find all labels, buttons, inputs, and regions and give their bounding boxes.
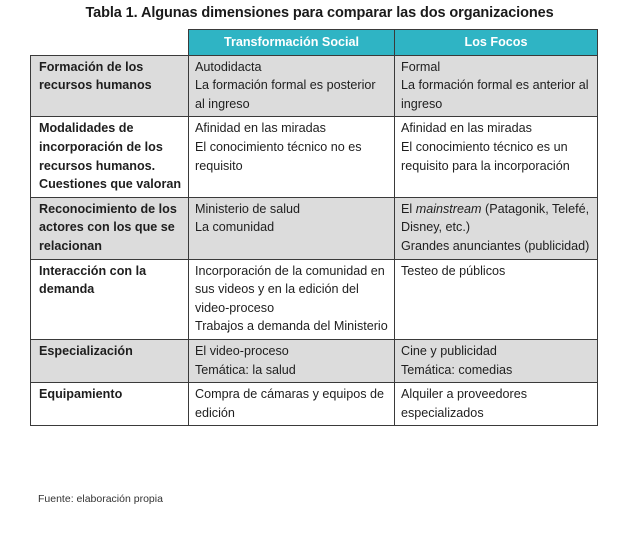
- cell-formacion-ts: [189, 55, 395, 117]
- cell-line: Cine y publicidad: [401, 343, 497, 358]
- table-row: [31, 55, 598, 117]
- cell-modalidades-ts: [189, 117, 395, 197]
- table-row: [31, 259, 598, 339]
- cell-especializacion-ts: [189, 339, 395, 382]
- cell-line: Temática: comedias: [401, 362, 513, 377]
- cell-interaccion-ts: [189, 259, 395, 339]
- cell-italic-text: mainstream: [415, 201, 482, 216]
- cell-line: [401, 200, 591, 237]
- cell-line: Temática: la salud: [195, 362, 296, 377]
- row-header-modalidades: Modalidades de incorporación de los recursos humanos. Cuestiones que valoran: [31, 117, 189, 197]
- cell-equipamiento-lf: [395, 383, 598, 426]
- table-row: [31, 383, 598, 426]
- row-header-equipamiento: Equipamiento: [31, 383, 189, 426]
- table-title: Tabla 1. Algunas dimensiones para comparar las dos organizaciones: [85, 5, 554, 21]
- column-header-transformacion-social: Transformación Social: [189, 30, 395, 56]
- cell-formacion-lf: [395, 55, 598, 117]
- cell-line: Afinidad en las miradas: [195, 121, 326, 136]
- row-header-formacion: Formación de los recursos humanos: [31, 55, 189, 117]
- cell-line: Compra de cámaras y equipos de edición: [195, 387, 385, 420]
- column-header-los-focos: Los Focos: [395, 30, 598, 56]
- cell-equipamiento-ts: [189, 383, 395, 426]
- cell-interaccion-lf: [395, 259, 598, 339]
- table-row: [31, 339, 598, 382]
- cell-line: Formal: [401, 59, 441, 74]
- cell-line: Incorporación de la comunidad en sus videos y en la edición del video-proceso: [195, 263, 385, 315]
- cell-modalidades-lf: [395, 117, 598, 197]
- table-row: [31, 197, 598, 259]
- cell-line: La comunidad: [195, 220, 275, 235]
- row-header-especializacion: Especialización: [31, 339, 189, 382]
- cell-line: Alquiler a proveedores especializados: [401, 387, 528, 420]
- source-note: Fuente: elaboración propia: [38, 493, 163, 505]
- cell-reconocimiento-lf: [395, 197, 598, 259]
- cell-line: Autodidacta: [195, 59, 262, 74]
- table-row: [31, 117, 598, 197]
- header-corner-cell: [31, 30, 189, 56]
- cell-line: Ministerio de salud: [195, 201, 300, 216]
- cell-reconocimiento-ts: [189, 197, 395, 259]
- cell-text: El: [401, 201, 416, 216]
- cell-text: (Patagonik, Telefé, Disney, etc.): [401, 201, 590, 235]
- cell-line: El conocimiento técnico no es requisito: [195, 139, 362, 173]
- cell-line: Trabajos a demanda del Ministerio: [195, 319, 388, 334]
- row-header-interaccion: Interacción con la demanda: [31, 259, 189, 339]
- cell-line: Afinidad en las miradas: [401, 121, 532, 136]
- table-header-row: [31, 30, 598, 56]
- cell-line: El conocimiento técnico es un requisito para la incorporación: [401, 139, 570, 173]
- cell-line: Grandes anunciantes (publicidad): [401, 238, 590, 253]
- cell-line: La formación formal es anterior al ingreso: [401, 78, 589, 111]
- cell-line: El video-proceso: [195, 343, 289, 358]
- row-header-reconocimiento: Reconocimiento de los actores con los que se relacionan: [31, 197, 189, 259]
- cell-line: Testeo de públicos: [401, 263, 506, 278]
- cell-especializacion-lf: [395, 339, 598, 382]
- comparison-table: [30, 29, 598, 426]
- cell-line: La formación formal es posterior al ingreso: [195, 78, 376, 111]
